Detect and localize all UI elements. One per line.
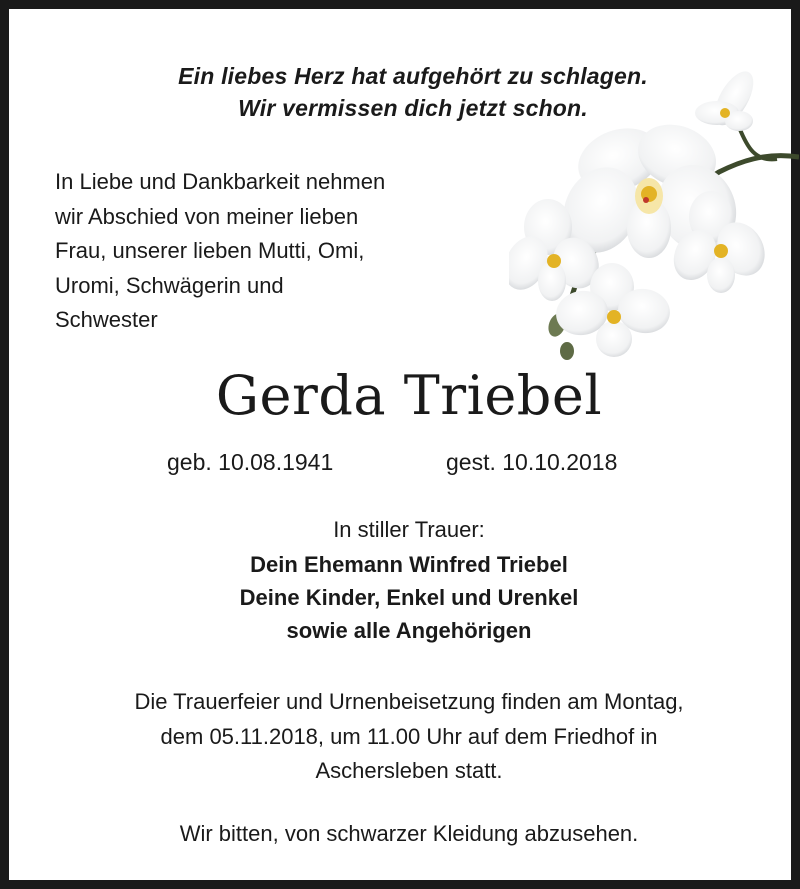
- intro-line: Frau, unserer lieben Mutti, Omi,: [55, 238, 365, 263]
- funeral-line: Die Trauerfeier und Urnenbeisetzung finden am Montag,: [134, 689, 684, 714]
- death-date: gest. 10.10.2018: [446, 449, 618, 475]
- funeral-line: dem 05.11.2018, um 11.00 Uhr auf dem Friedhof in: [160, 723, 658, 749]
- intro-line: Schwester: [55, 307, 158, 332]
- birth-date: geb. 10.08.1941: [167, 449, 334, 475]
- deceased-name: Gerda Triebel: [215, 364, 603, 427]
- intro-line: In Liebe und Dankbarkeit nehmen: [55, 169, 386, 194]
- motto-line-1: Ein liebes Herz hat aufgehört zu schlagen.: [178, 63, 648, 89]
- orchid-icon: [509, 67, 799, 367]
- mourning-intro: In stiller Trauer:: [333, 517, 485, 542]
- mourner-line: sowie alle Angehörigen: [286, 618, 532, 643]
- motto-line-2: Wir vermissen dich jetzt schon.: [238, 95, 588, 121]
- clothing-note: Wir bitten, von schwarzer Kleidung abzusehen.: [179, 821, 639, 846]
- intro-line: Uromi, Schwägerin und: [55, 272, 284, 298]
- intro-text: [55, 165, 385, 338]
- funeral-info: [9, 685, 800, 789]
- funeral-line: Aschersleben statt.: [315, 758, 503, 783]
- mourner-line: Deine Kinder, Enkel und Urenkel: [239, 585, 579, 610]
- mourner-line: Dein Ehemann Winfred Triebel: [250, 552, 568, 577]
- intro-line: wir Abschied von meiner lieben: [55, 203, 359, 229]
